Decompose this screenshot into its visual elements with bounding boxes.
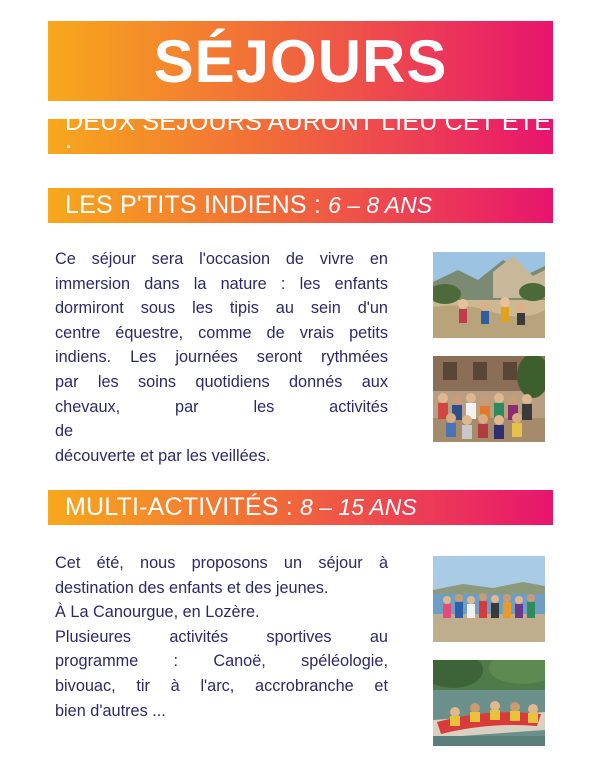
intro-text: DEUX SÉJOURS AURONT LIEU CET ÉTÉ : [65,107,552,165]
text-line: indiens. Les journées seront rythmées [55,348,388,367]
photo-children-nature [433,252,545,338]
section-description-multi-activites [55,551,388,723]
text-line: centre équestre, comme de vrais petits [55,323,388,342]
text-line: dormiront sous les tipis au sein d'un [55,299,388,318]
text-line: Cet été, nous proposons un séjour à [55,554,388,572]
section-heading-ptits-indiens [48,188,553,223]
photo-group-children [433,356,545,442]
section-title: LES P'TITS INDIENS : [65,191,322,219]
text-line: immersion dans la nature : les enfants [55,274,388,293]
text-line: découverte et par les veillées. [55,446,271,465]
section-title: MULTI-ACTIVITÉS : [65,493,293,521]
text-line: À La Canourgue, en Lozère. [55,603,260,622]
text-line: bivouac, tir à l'arc, accrobranche et [55,676,388,695]
section-age-range: 6 – 8 ANS [328,192,433,218]
text-line: Ce séjour sera l'occasion de vivre en [55,250,388,268]
section-description-ptits-indiens [55,247,388,468]
section-heading-multi-activites [48,490,553,525]
text-line: programme : Canoë, spéléologie, [55,652,388,671]
section-age-range: 8 – 15 ANS [299,494,417,520]
intro-banner [48,107,553,165]
photo-group-lake [433,556,545,642]
text-line: Plusieures activités sportives au [55,627,388,646]
text-line: par les soins quotidiens donnés aux [55,372,388,391]
text-line: destination des enfants et des jeunes. [55,578,329,597]
text-line: bien d'autres ... [55,701,166,720]
page-title-banner [48,21,553,101]
photo-canoe-river [433,660,545,746]
text-line: chevaux, par les activités de [55,397,388,441]
page-title: SÉJOURS [153,27,448,95]
